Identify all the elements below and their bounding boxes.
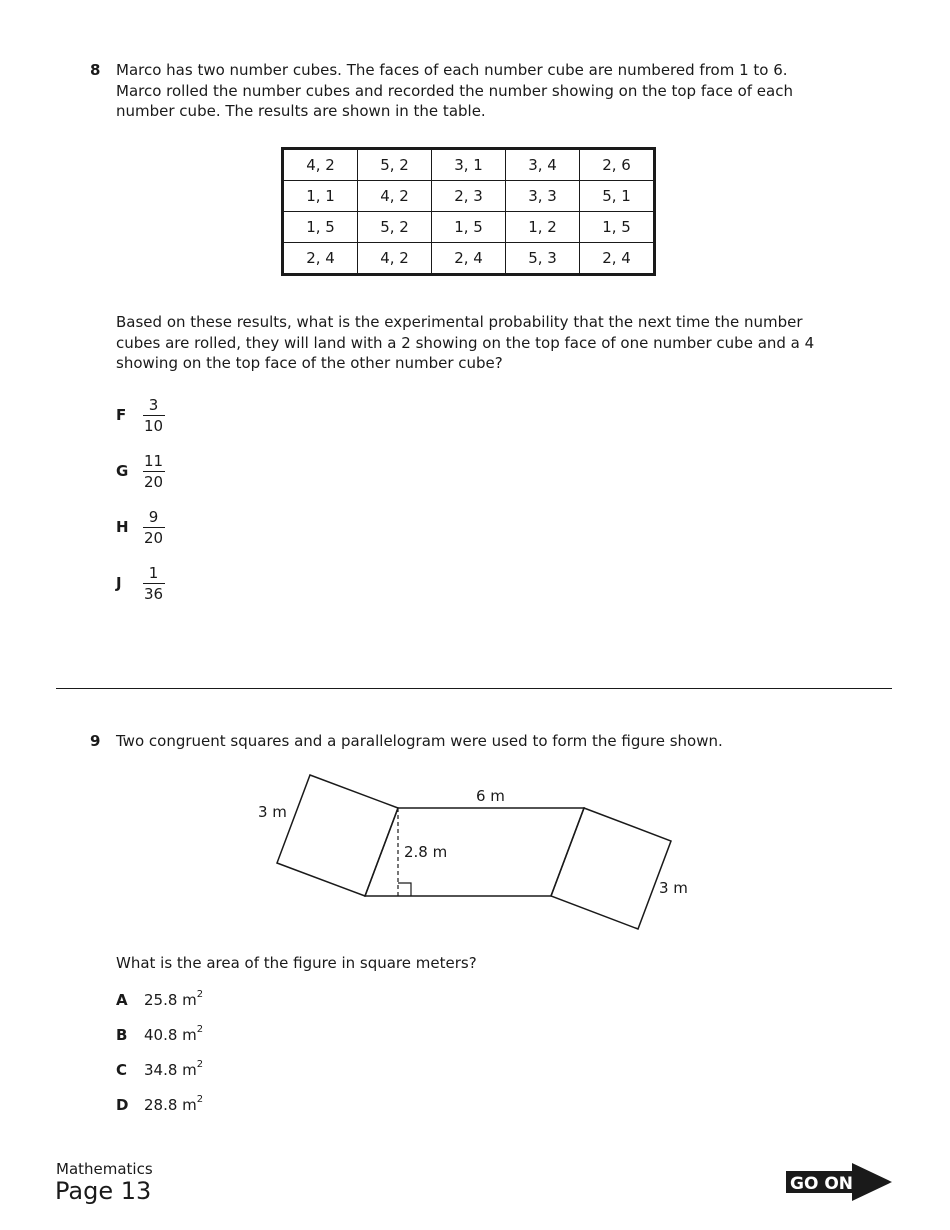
- option-letter: G: [116, 462, 129, 480]
- question-8-number: 8: [90, 61, 101, 79]
- option-value: [144, 991, 203, 1009]
- option-value: [144, 1061, 203, 1079]
- numerator: 9: [148, 508, 159, 526]
- prompt-line: Marco rolled the number cubes and recorded the number showing on the top face of each: [116, 81, 793, 100]
- table-cell: 1, 5: [580, 212, 655, 243]
- table-cell: 4, 2: [358, 181, 432, 212]
- exponent: 2: [196, 1094, 204, 1105]
- denominator: 20: [144, 473, 164, 491]
- go-on-arrow-icon: [786, 1163, 892, 1201]
- answer-number: 40.8 m: [144, 1026, 197, 1044]
- table-cell: 3, 3: [506, 181, 580, 212]
- denominator: 36: [144, 585, 164, 603]
- option-c[interactable]: [116, 1060, 203, 1079]
- option-letter: B: [116, 1026, 128, 1044]
- option-a[interactable]: [116, 990, 203, 1009]
- table-cell: 2, 4: [283, 243, 358, 275]
- table-cell: 4, 2: [283, 149, 358, 181]
- right-square: [551, 808, 671, 929]
- numerator: 11: [144, 452, 164, 470]
- option-letter: H: [116, 518, 129, 536]
- left-square-side-label: 3 m: [258, 803, 287, 821]
- table-cell: 1, 2: [506, 212, 580, 243]
- answer-number: 25.8 m: [144, 991, 197, 1009]
- table-cell: 3, 1: [432, 149, 506, 181]
- footer-subject: Mathematics: [56, 1160, 153, 1178]
- table-cell: 4, 2: [358, 243, 432, 275]
- option-letter: J: [116, 574, 122, 592]
- question-line: showing on the top face of the other number cube?: [116, 354, 503, 372]
- numerator: 3: [148, 396, 159, 414]
- go-on-label: GO ON: [790, 1174, 854, 1194]
- footer-page-number: Page 13: [55, 1177, 152, 1205]
- left-square: [277, 775, 398, 896]
- prompt-line: number cube. The results are shown in the table.: [116, 102, 486, 120]
- exponent: 2: [196, 1024, 204, 1035]
- table-cell: 5, 2: [358, 212, 432, 243]
- table-cell: 5, 3: [506, 243, 580, 275]
- table-cell: 3, 4: [506, 149, 580, 181]
- table-cell: 2, 3: [432, 181, 506, 212]
- table-cell: 2, 4: [432, 243, 506, 275]
- height-label: 2.8 m: [404, 843, 448, 861]
- prompt-line: Marco has two number cubes. The faces of each number cube are numbered from 1 to 6.: [116, 61, 788, 79]
- option-b[interactable]: [116, 1025, 203, 1044]
- table-cell: 1, 1: [283, 181, 358, 212]
- question-9-question: What is the area of the figure in square meters?: [116, 954, 477, 972]
- denominator: 10: [144, 417, 164, 435]
- table-cell: 1, 5: [432, 212, 506, 243]
- table-cell: 2, 6: [580, 149, 655, 181]
- option-letter: C: [116, 1061, 128, 1079]
- numerator: 1: [148, 564, 159, 582]
- answer-number: 28.8 m: [144, 1096, 197, 1114]
- option-letter: F: [116, 406, 127, 424]
- exponent: 2: [196, 989, 204, 1000]
- answer-number: 34.8 m: [144, 1061, 197, 1079]
- question-9-prompt: Two congruent squares and a parallelogram were used to form the figure shown.: [116, 732, 723, 750]
- table-cell: 2, 4: [580, 243, 655, 275]
- exponent: 2: [196, 1059, 204, 1070]
- top-base-label: 6 m: [476, 787, 505, 805]
- right-angle-marker: [398, 883, 411, 896]
- question-line: cubes are rolled, they will land with a 2 showing on the top face of one number cube and a 4: [116, 333, 815, 352]
- option-value: [144, 1026, 203, 1044]
- option-letter: A: [116, 991, 128, 1009]
- denominator: 20: [144, 529, 164, 547]
- option-letter: D: [116, 1096, 129, 1114]
- table-cell: 1, 5: [283, 212, 358, 243]
- table-cell: 5, 2: [358, 149, 432, 181]
- option-value: [144, 1096, 203, 1114]
- question-9-number: 9: [90, 732, 101, 750]
- right-square-side-label: 3 m: [659, 879, 688, 897]
- table-cell: 5, 1: [580, 181, 655, 212]
- option-d[interactable]: [116, 1095, 203, 1114]
- question-line: Based on these results, what is the experimental probability that the next time the number: [116, 313, 803, 331]
